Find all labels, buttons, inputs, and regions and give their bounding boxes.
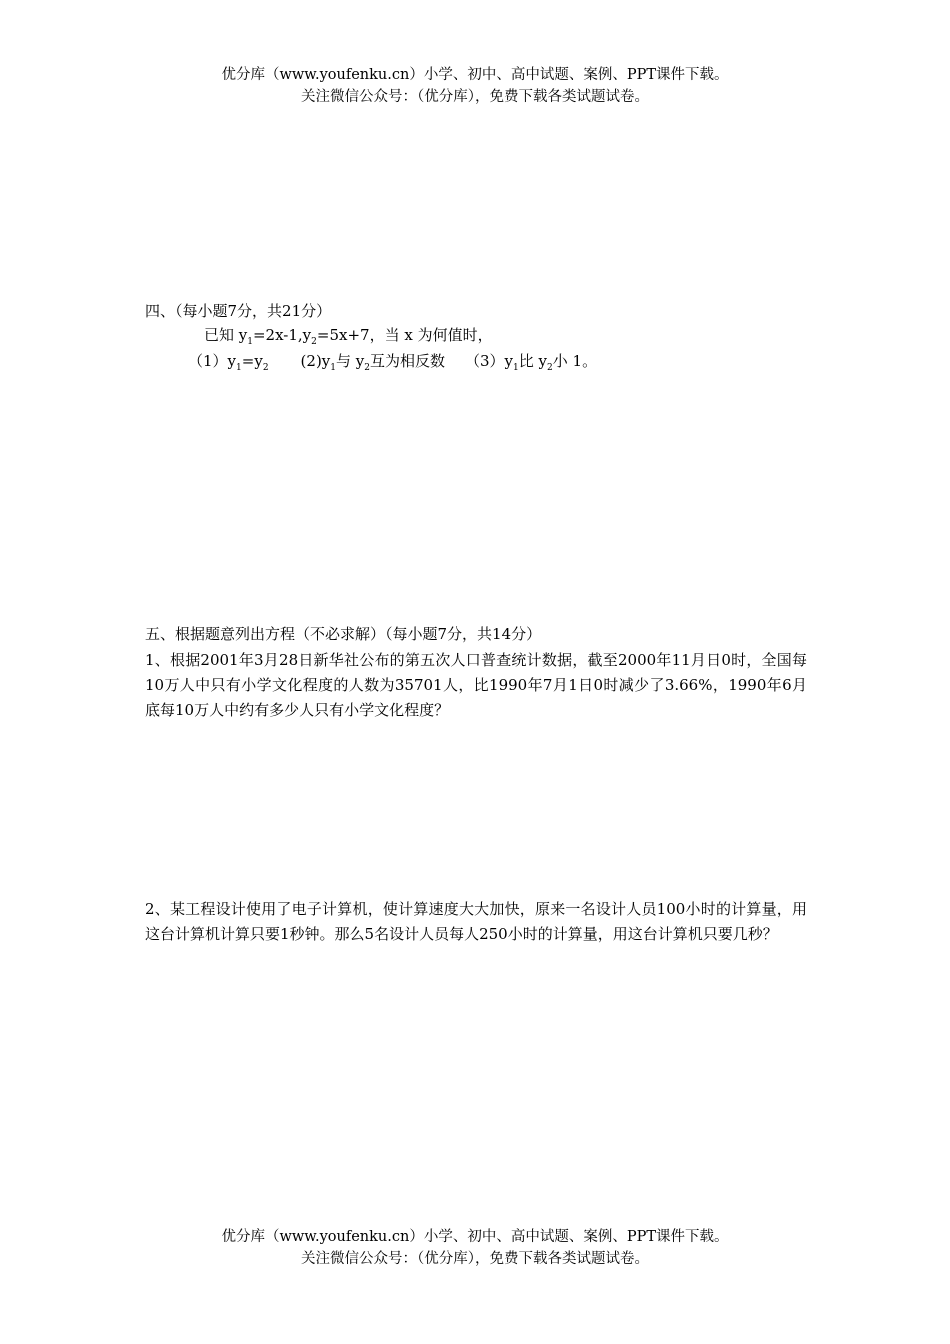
- section-4-items: [188, 349, 597, 373]
- item-1: $(1)y_1=y_2$: [188, 352, 269, 373]
- section-5-title: 五、根据题意列出方程（不必求解）（每小题7分，共14分）: [145, 625, 542, 643]
- question-2: 2、某工程设计使用了电子计算机，使计算速度大大加快，原来一名设计人员100小时的计算量，用这台计算机计算只要1秒钟。那么5名设计人员每人250小时的计算量，用这台计算机只要几秒？: [145, 900, 807, 943]
- item-2: $(2)y_1$与 $y_2$互为相反数: [300, 352, 446, 373]
- header-line-2: 关注微信公众号：（优分库），免费下载各类试题试卷。: [301, 89, 649, 105]
- section-4-title: 四、（每小题7分，共21分）: [145, 302, 332, 320]
- footer-line-1: 优分库（www.youfenku.cn）小学、初中、高中试题、案例、PPT课件下载。: [221, 1229, 729, 1245]
- header-line-1: 优分库（www.youfenku.cn）小学、初中、高中试题、案例、PPT课件下载。: [221, 67, 729, 83]
- footer-line-2: 关注微信公众号：（优分库），免费下载各类试题试卷。: [301, 1251, 649, 1267]
- section-4-given: 已知 $y_1=2x-1,y_2=5x+7$，当 x 为何值时，: [204, 326, 493, 347]
- question-1: 1、根据2001年3月28日新华社公布的第五次人口普查统计数据，截至2000年11月日0时，全国每10万人中只有小学文化程度的人数为35701人，比1990年7月1日0时减少了3.66%，1990年6月底每10万人中约有多少人只有小学文化程度？: [145, 651, 807, 719]
- item-3: $(3)y_1$比 $y_2$小 1。: [465, 352, 598, 373]
